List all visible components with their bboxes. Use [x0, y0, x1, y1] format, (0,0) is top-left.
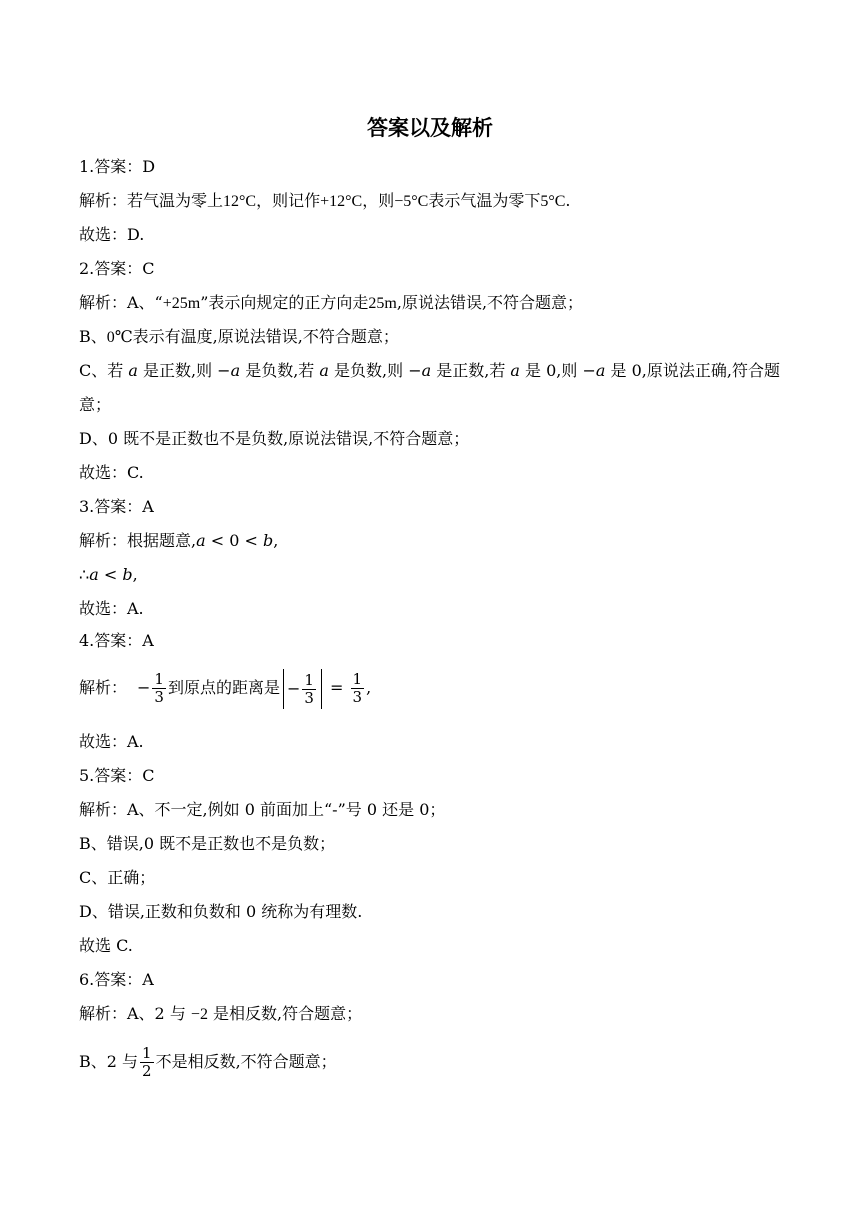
text: .: [565, 191, 571, 210]
variable: a: [128, 361, 138, 380]
numerator: 1: [154, 670, 164, 688]
answer-3: 3.答案：A: [79, 497, 154, 516]
denominator: 3: [154, 688, 164, 706]
variable: a: [230, 361, 241, 380]
text: B、2 与: [79, 1052, 139, 1071]
minus-sign: −: [286, 678, 301, 698]
fraction: [140, 1045, 154, 1080]
explanation-1: [79, 190, 571, 213]
variable: a: [595, 361, 606, 380]
text: ,原说法错误,不符合题意；: [396, 293, 584, 312]
variable: a: [89, 565, 99, 584]
text: ，则记作: [256, 191, 321, 210]
variable: b: [262, 531, 274, 550]
explanation-5-b: B、错误,0 既不是正数也不是负数；: [79, 834, 336, 853]
answer-6: 6.答案：A: [79, 970, 154, 989]
text: ”表示向规定的正方向走: [200, 293, 369, 312]
explanation-5-c: C、正确；: [79, 868, 156, 887]
math: +25m: [162, 295, 201, 312]
math: 0℃: [106, 329, 133, 346]
conclusion-3: [79, 564, 138, 586]
numerator: 1: [142, 1044, 152, 1062]
text: ,: [366, 678, 372, 697]
text: 不是相反数,不符合题意；: [155, 1052, 337, 1071]
explanation-2-a: [79, 292, 583, 315]
math: −: [408, 361, 422, 380]
math: 25m: [368, 295, 397, 312]
choice-2: 故选：C.: [79, 463, 144, 482]
choice-3: 故选：A.: [79, 599, 144, 618]
variable: a: [319, 361, 329, 380]
text: 是负数,则: [328, 361, 409, 380]
variable: a: [196, 531, 206, 550]
text: B、: [79, 327, 107, 346]
math: 12°C: [223, 193, 257, 210]
text: 解析：A、“: [79, 293, 163, 312]
denominator: 2: [142, 1062, 152, 1080]
explanation-6-b: [79, 1042, 337, 1082]
choice-1: 故选：D.: [79, 225, 145, 244]
choice-4: 故选：A.: [79, 732, 144, 751]
equals-sign: =: [324, 678, 349, 697]
denominator: 3: [352, 688, 363, 706]
explanation-5-d: D、错误,正数和负数和 0 统称为有理数.: [79, 902, 363, 921]
text: 是负数,若: [240, 361, 320, 380]
math: < 0 <: [205, 531, 263, 550]
math: −: [582, 361, 596, 380]
explanation-4: [79, 668, 371, 709]
math: −5°C: [394, 193, 429, 210]
text: C、若: [79, 361, 129, 380]
text: 解析：: [79, 678, 128, 697]
text: 是 0,原说法正确,符合题: [605, 361, 780, 380]
numerator: 1: [352, 670, 363, 688]
math: <: [98, 565, 123, 584]
math: 5°C: [540, 193, 566, 210]
denominator: 3: [304, 688, 314, 707]
explanation-6-a: [79, 1003, 362, 1026]
page-title: 答案以及解析: [367, 116, 493, 140]
numerator: 1: [304, 670, 314, 689]
text: 解析：根据题意,: [79, 531, 197, 550]
fraction: [152, 671, 166, 706]
text: 是正数,若: [431, 361, 511, 380]
text: 表示气温为零下: [428, 191, 541, 210]
text: ，则: [362, 191, 395, 210]
math: −2: [190, 1006, 208, 1023]
text: 是正数,则: [137, 361, 218, 380]
answer-4: 4.答案：A: [79, 631, 154, 650]
explanation-5-a: 解析：A、不一定,例如 0 前面加上“-”号 0 还是 0；: [79, 800, 446, 819]
choice-5: 故选 C.: [79, 936, 133, 955]
text: 表示有温度,原说法错误,不符合题意；: [132, 327, 399, 346]
explanation-2-c: [79, 360, 780, 382]
answer-5: 5.答案：C: [79, 766, 155, 785]
fraction: [302, 672, 316, 707]
explanation-2-d: D、0 既不是正数也不是负数,原说法错误,不符合题意；: [79, 429, 470, 448]
variable: a: [510, 361, 520, 380]
explanation-2-b: [79, 326, 399, 349]
text: ,: [132, 565, 138, 584]
text: 是相反数,符合题意；: [207, 1004, 363, 1023]
therefore-symbol: ∴: [79, 565, 90, 584]
text: ,: [273, 531, 279, 550]
answer-2: 2.答案：C: [79, 259, 155, 278]
variable: a: [421, 361, 432, 380]
explanation-3: [79, 530, 278, 552]
fraction: [351, 671, 365, 706]
text: 到原点的距离是: [167, 678, 280, 697]
answer-1: 1.答案：D: [79, 157, 156, 176]
math: −: [217, 361, 231, 380]
math: +12°C: [320, 193, 363, 210]
text: 解析：若气温为零上: [79, 191, 224, 210]
variable: b: [122, 565, 133, 584]
text: 解析：A、2 与: [79, 1004, 191, 1023]
minus-sign: −: [137, 678, 151, 697]
explanation-2-c-cont: 意；: [79, 395, 112, 414]
absolute-value: [283, 669, 322, 709]
text: 是 0,则: [519, 361, 583, 380]
